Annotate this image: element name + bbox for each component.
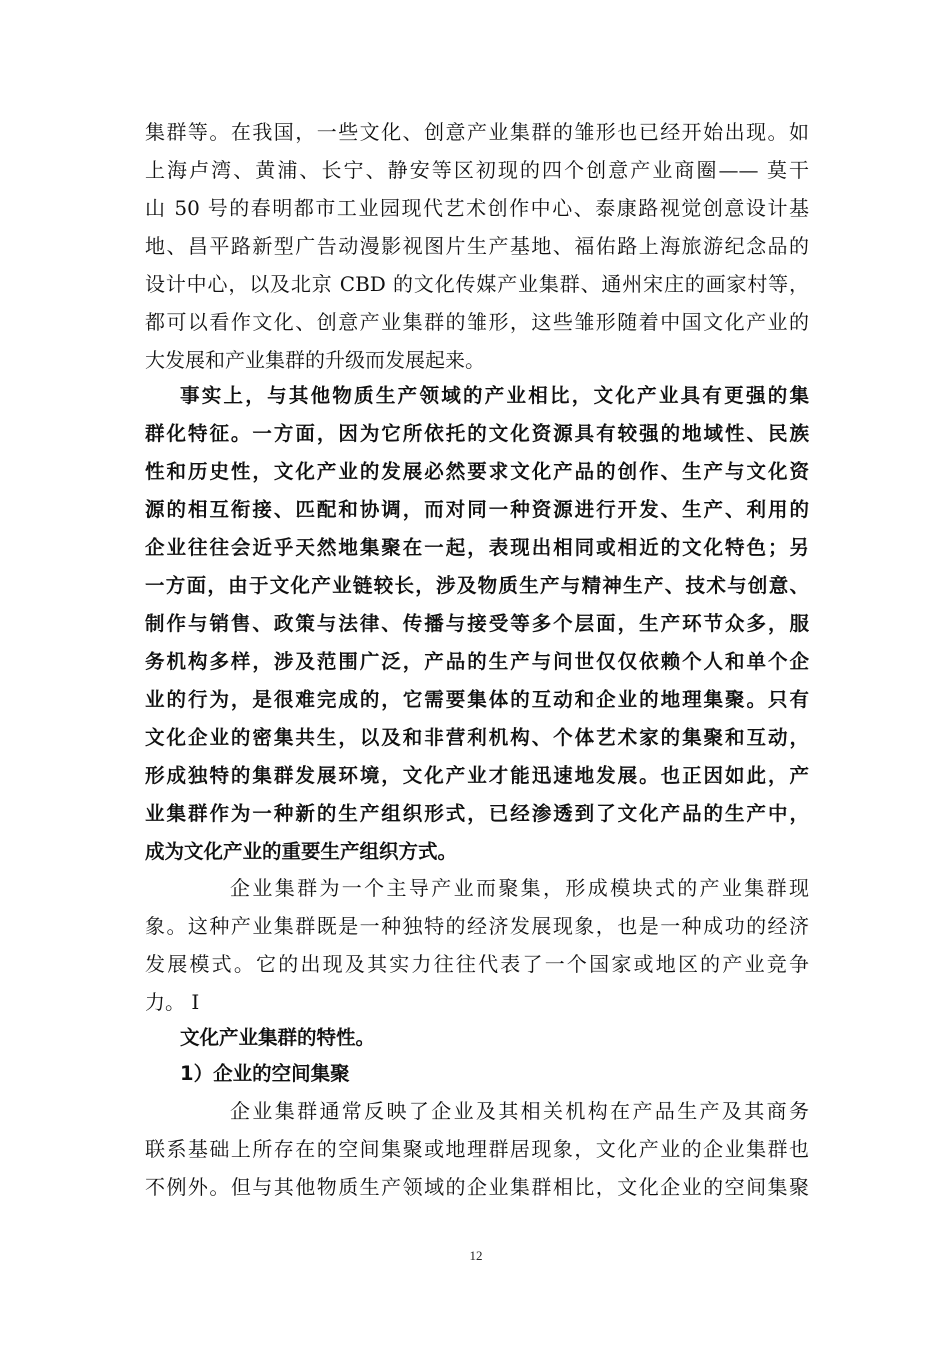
text-line: 业集群作为一种新的生产组织形式，已经渗透到了文化产品的生产中，: [145, 802, 809, 825]
text-line: 企业集群通常反映了企业及其相关机构在产品生产及其商务: [230, 1099, 809, 1123]
text-line: 性和历史性，文化产业的发展必然要求文化产品的创作、生产与文化资: [145, 460, 809, 483]
text-line: 文化企业的密集共生，以及和非营利机构、个体艺术家的集聚和互动，: [145, 726, 809, 749]
text-line: 务机构多样，涉及范围广泛，产品的生产与问世仅仅依赖个人和单个企: [145, 650, 809, 673]
text-line: 地、昌平路新型广告动漫影视图片生产基地、福佑路上海旅游纪念品的: [145, 234, 809, 258]
text-line: 业的行为，是很难完成的，它需要集体的互动和企业的地理集聚。只有: [145, 688, 809, 711]
text-line: 联系基础上所存在的空间集聚或地理群居现象，文化产业的企业集群也: [145, 1137, 809, 1161]
text-line: 成为文化产业的重要生产组织方式。: [145, 840, 458, 863]
text-line: 都可以看作文化、创意产业集群的雏形，这些雏形随着中国文化产业的: [145, 310, 809, 334]
text-line: 大发展和产业集群的升级而发展起来。: [145, 348, 485, 372]
text-line: 力。 I: [145, 990, 200, 1014]
text-line: 事实上，与其他物质生产领域的产业相比，文化产业具有更强的集: [180, 384, 809, 407]
text-line: 不例外。但与其他物质生产领域的企业集群相比，文化企业的空间集聚: [145, 1175, 809, 1199]
text-line: 集群等。在我国，一些文化、创意产业集群的雏形也已经开始出现。如: [145, 120, 809, 144]
section-heading: 文化产业集群的特性。: [180, 1026, 376, 1049]
text-line: 企业集群为一个主导产业而聚集，形成模块式的产业集群现: [230, 876, 809, 900]
text-line: 一方面，由于文化产业链较长，涉及物质生产与精神生产、技术与创意、: [145, 574, 809, 597]
text-line: 设计中心，以及北京 CBD 的文化传媒产业集群、通州宋庄的画家村等，: [145, 272, 809, 296]
text-line: 发展模式。它的出现及其实力往往代表了一个国家或地区的产业竞争: [145, 952, 809, 976]
text-line: 象。这种产业集群既是一种独特的经济发展现象，也是一种成功的经济: [145, 914, 809, 938]
subsection-heading: 1）企业的空间集聚: [180, 1062, 350, 1085]
page-number: 12: [469, 1248, 483, 1263]
text-line: 企业往往会近乎天然地集聚在一起，表现出相同或相近的文化特色；另: [145, 536, 809, 559]
text-line: 群化特征。一方面，因为它所依托的文化资源具有较强的地域性、民族: [145, 422, 809, 445]
text-line: 山 50 号的春明都市工业园现代艺术创作中心、泰康路视觉创意设计基: [145, 196, 809, 220]
text-line: 制作与销售、政策与法律、传播与接受等多个层面，生产环节众多，服: [145, 612, 809, 635]
text-line: 上海卢湾、黄浦、长宁、静安等区初现的四个创意产业商圈—— 莫干: [145, 158, 809, 182]
text-line: 形成独特的集群发展环境，文化产业才能迅速地发展。也正因如此，产: [145, 764, 809, 787]
text-line: 源的相互衔接、匹配和协调，而对同一种资源进行开发、生产、利用的: [145, 498, 809, 521]
